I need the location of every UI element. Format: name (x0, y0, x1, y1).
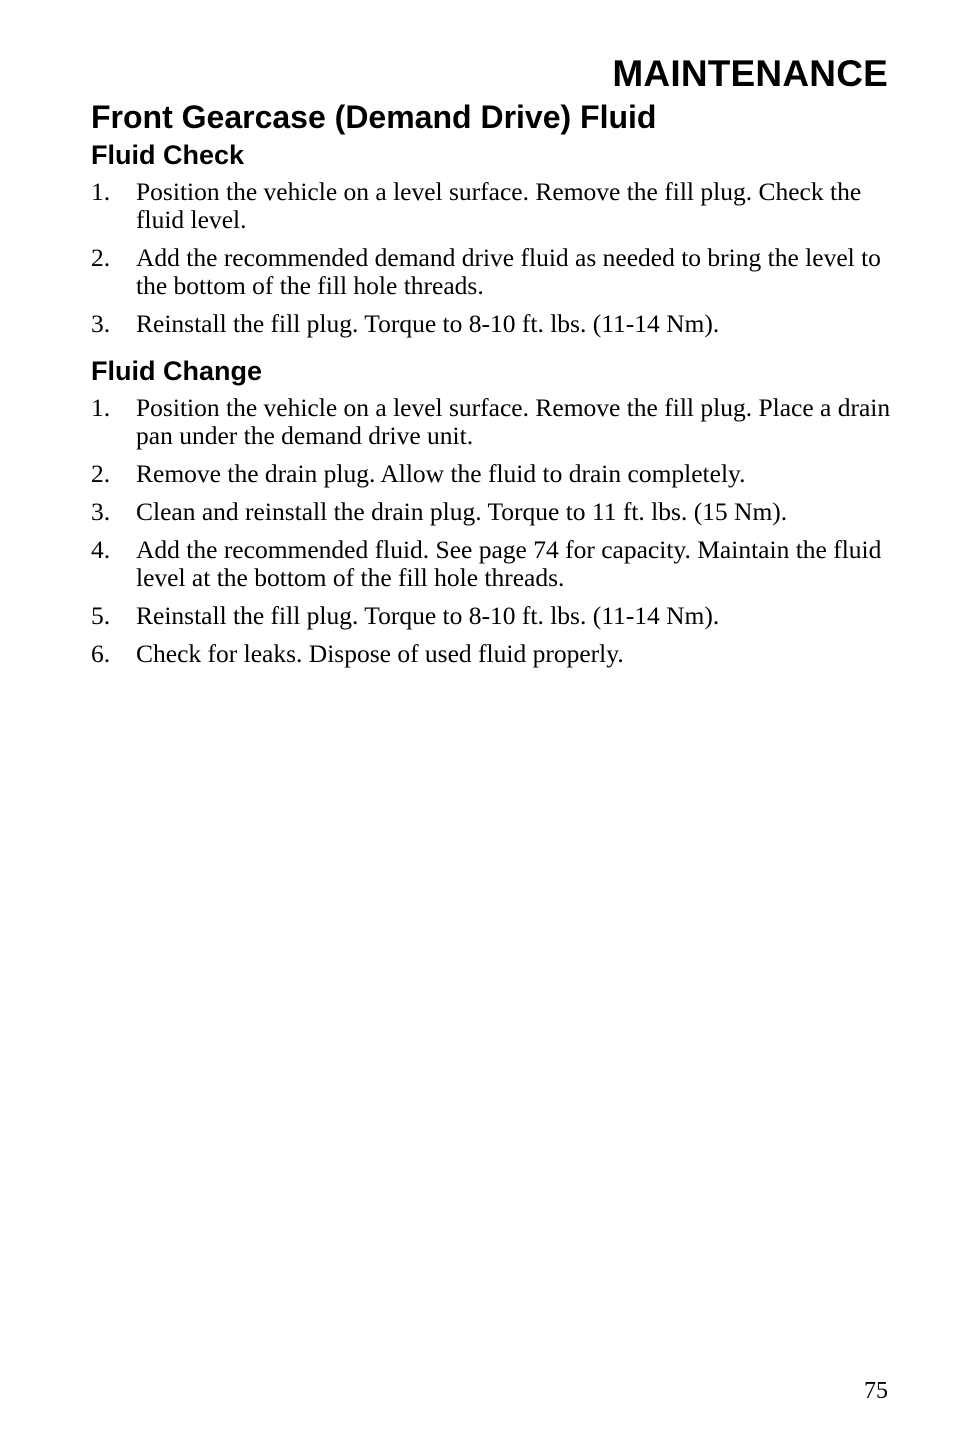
step-text: Position the vehicle on a level surface. Remove the fill plug. Place a drain pan under the demand drive unit. (136, 393, 891, 450)
step-number: 1. (91, 393, 111, 422)
step-text: Reinstall the fill plug. Torque to 8-10 ft. lbs. (11-14 Nm). (136, 601, 720, 630)
fluid-check-step-3 (91, 310, 891, 338)
step-number: 3. (91, 309, 111, 338)
step-number: 5. (91, 601, 111, 630)
fluid-check-step-2 (91, 244, 891, 300)
fluid-change-step-2 (91, 460, 891, 488)
step-number: 6. (91, 639, 111, 668)
chapter-header: MAINTENANCE (612, 53, 888, 94)
step-text: Remove the drain plug. Allow the fluid to drain completely. (136, 459, 746, 488)
step-text: Clean and reinstall the drain plug. Torque to 11 ft. lbs. (15 Nm). (136, 497, 788, 526)
step-text: Position the vehicle on a level surface. Remove the fill plug. Check the fluid level. (136, 177, 862, 234)
step-number: 2. (91, 243, 111, 272)
step-number: 3. (91, 497, 111, 526)
fluid-change-step-3 (91, 498, 891, 526)
step-number: 4. (91, 535, 111, 564)
step-text: Reinstall the fill plug. Torque to 8-10 ft. lbs. (11-14 Nm). (136, 309, 720, 338)
fluid-check-step-1 (91, 178, 891, 234)
fluid-change-step-5 (91, 602, 891, 630)
step-text: Check for leaks. Dispose of used fluid properly. (136, 639, 624, 668)
step-text: Add the recommended demand drive fluid as needed to bring the level to the bottom of the fill hole threads. (136, 243, 881, 300)
fluid-change-steps (91, 394, 891, 668)
section-title: Front Gearcase (Demand Drive) Fluid (91, 99, 657, 135)
fluid-change-step-6 (91, 640, 891, 668)
step-number: 1. (91, 177, 111, 206)
step-number: 2. (91, 459, 111, 488)
fluid-change-heading: Fluid Change (91, 356, 262, 386)
page-number: 75 (864, 1378, 888, 1404)
fluid-change-step-4 (91, 536, 891, 592)
step-text: Add the recommended fluid. See page 74 for capacity. Maintain the fluid level at the bottom of the fill hole threads. (136, 535, 882, 592)
fluid-check-steps (91, 178, 891, 338)
fluid-change-step-1 (91, 394, 891, 450)
fluid-check-heading: Fluid Check (91, 140, 245, 170)
page-content (91, 97, 891, 678)
